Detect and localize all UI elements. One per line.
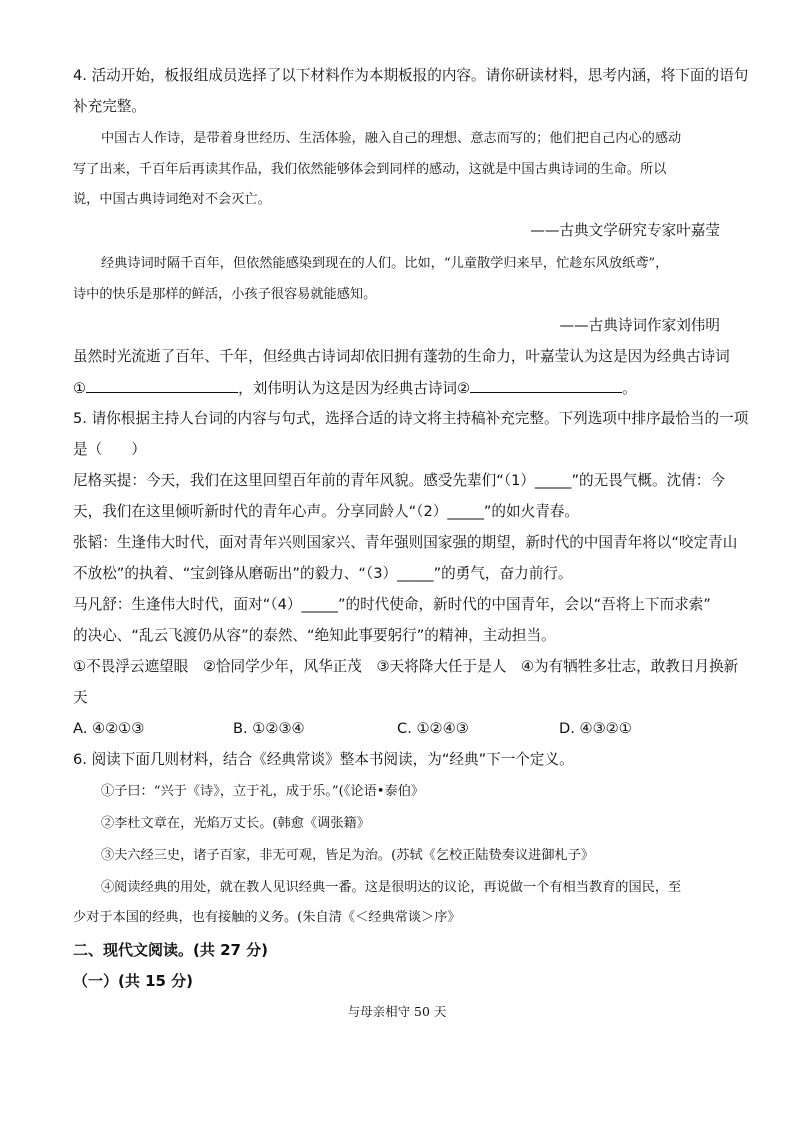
- q5-option-b[interactable]: B. ①②③④: [233, 720, 305, 737]
- q4-quote1-line-1: 中国古人作诗，是带着身世经历、生活体验，融入自己的理想、意志而写的；他们把自己内心的感动: [101, 131, 682, 146]
- q5-script-line-1: 尼格买提：今天，我们在这里回望百年前的青年风貌。感受先辈们“（1）_____”的无畏气概。沈倩：今: [73, 472, 725, 489]
- q5-script-line-5: 马凡舒：生逢伟大时代，面对“（4）_____”的时代使命，新时代的中国青年，会以“吾将上下而求索”: [73, 596, 711, 613]
- q4-quote1-line-3: 说，中国古典诗词绝对不会灭亡。: [73, 192, 271, 207]
- answer-blank-1[interactable]: [86, 378, 238, 393]
- q4-quote2-line-2: 诗中的快乐是那样的鲜活，小孩子很容易就能感知。: [73, 287, 377, 302]
- q4-prompt-line-2: 补充完整。: [73, 98, 146, 115]
- q6-material-4-line-2: 少对于本国的经典，也有接触的义务。(朱自清《＜经典常谈＞序》: [73, 910, 461, 925]
- section-heading: 二、现代文阅读。(共 27 分): [73, 941, 269, 959]
- q5-option-c[interactable]: C. ①②④③: [397, 720, 469, 737]
- q4-quote1-source: ——古典文学研究专家叶嘉莹: [530, 222, 720, 239]
- q6-prompt: 6. 阅读下面几则材料，结合《经典常谈》整本书阅读，为“经典”下一个定义。: [73, 751, 574, 768]
- q5-script-line-3: 张韬：生逢伟大时代，面对青年兴则国家兴、青年强则国家强的期望，新时代的中国青年将以“咬定青山: [73, 534, 738, 551]
- q4-prompt-line-1: 4. 活动开始，板报组成员选择了以下材料作为本期板报的内容。请你研读材料，思考内涵，将下面的语句: [73, 67, 749, 84]
- q5-prompt-line-2: 是（ ）: [73, 441, 146, 458]
- q5-option-d[interactable]: D. ④③②①: [559, 720, 632, 737]
- q5-option-a[interactable]: A. ④②①③: [73, 720, 145, 737]
- q4-quote2-line-1: 经典诗词时隔千百年，但依然能感染到现在的人们。比如，“儿童散学归来早，忙趁东风放纸鸢”，: [101, 256, 669, 271]
- article-title: 与母亲相守 50 天: [347, 1004, 447, 1019]
- q4-fill-end: 。: [622, 380, 637, 397]
- q6-material-4-line-1: ④阅读经典的用处，就在教人见识经典一番。这是很明达的议论，再说做一个有相当教育的国民，至: [101, 880, 682, 895]
- q4-fill-middle: ，刘伟明认为这是因为经典古诗词②: [238, 380, 471, 397]
- q6-material-3: ③夫六经三史，诸子百家，非无可观，皆足为治。(苏轼《乞校正陆贽奏议进御札子》: [101, 848, 595, 863]
- q4-fill-line-2: [73, 378, 637, 399]
- q4-quote2-source: ——古典诗词作家刘伟明: [559, 317, 720, 334]
- q5-script-line-6: 的决心、“乱云飞渡仍从容”的泰然、“绝知此事要躬行”的精神，主动担当。: [73, 627, 556, 644]
- q4-fill-line-1: 虽然时光流逝了百年、千年，但经典古诗词却依旧拥有蓬勃的生命力，叶嘉莹认为这是因为经典古诗词: [73, 348, 730, 365]
- blank-1-label: ①: [73, 380, 87, 397]
- q6-material-1: ①子曰：“兴于《诗》，立于礼，成于乐。”(《论语•泰伯》: [101, 784, 425, 799]
- q5-prompt-line-1: 5. 请你根据主持人台词的内容与句式，选择合适的诗文将主持稿补充完整。下列选项中排序最恰当的一项: [73, 410, 749, 427]
- q6-material-2: ②李杜文章在，光焰万丈长。(韩愈《调张籍》: [101, 816, 370, 831]
- q5-script-line-4: 不放松”的执着、“宝剑锋从磨砺出”的毅力、“（3）_____”的勇气，奋力前行。: [73, 565, 573, 582]
- q5-choices-line-1: ①不畏浮云遮望眼 ②恰同学少年，风华正茂 ③天将降大任于是人 ④为有牺牲多壮志，敢教日月换新: [73, 658, 739, 675]
- answer-blank-2[interactable]: [470, 378, 622, 393]
- q4-quote1-line-2: 写了出来，千百年后再读其作品，我们依然能够体会到同样的感动，这就是中国古典诗词的生命。所以: [73, 162, 667, 177]
- subsection-heading: （一）(共 15 分): [73, 972, 194, 990]
- q5-script-line-2: 天，我们在这里倾听新时代的青年心声。分享同龄人“（2）_____”的如火青春。: [73, 503, 579, 520]
- q5-choices-line-2: 天: [73, 689, 88, 706]
